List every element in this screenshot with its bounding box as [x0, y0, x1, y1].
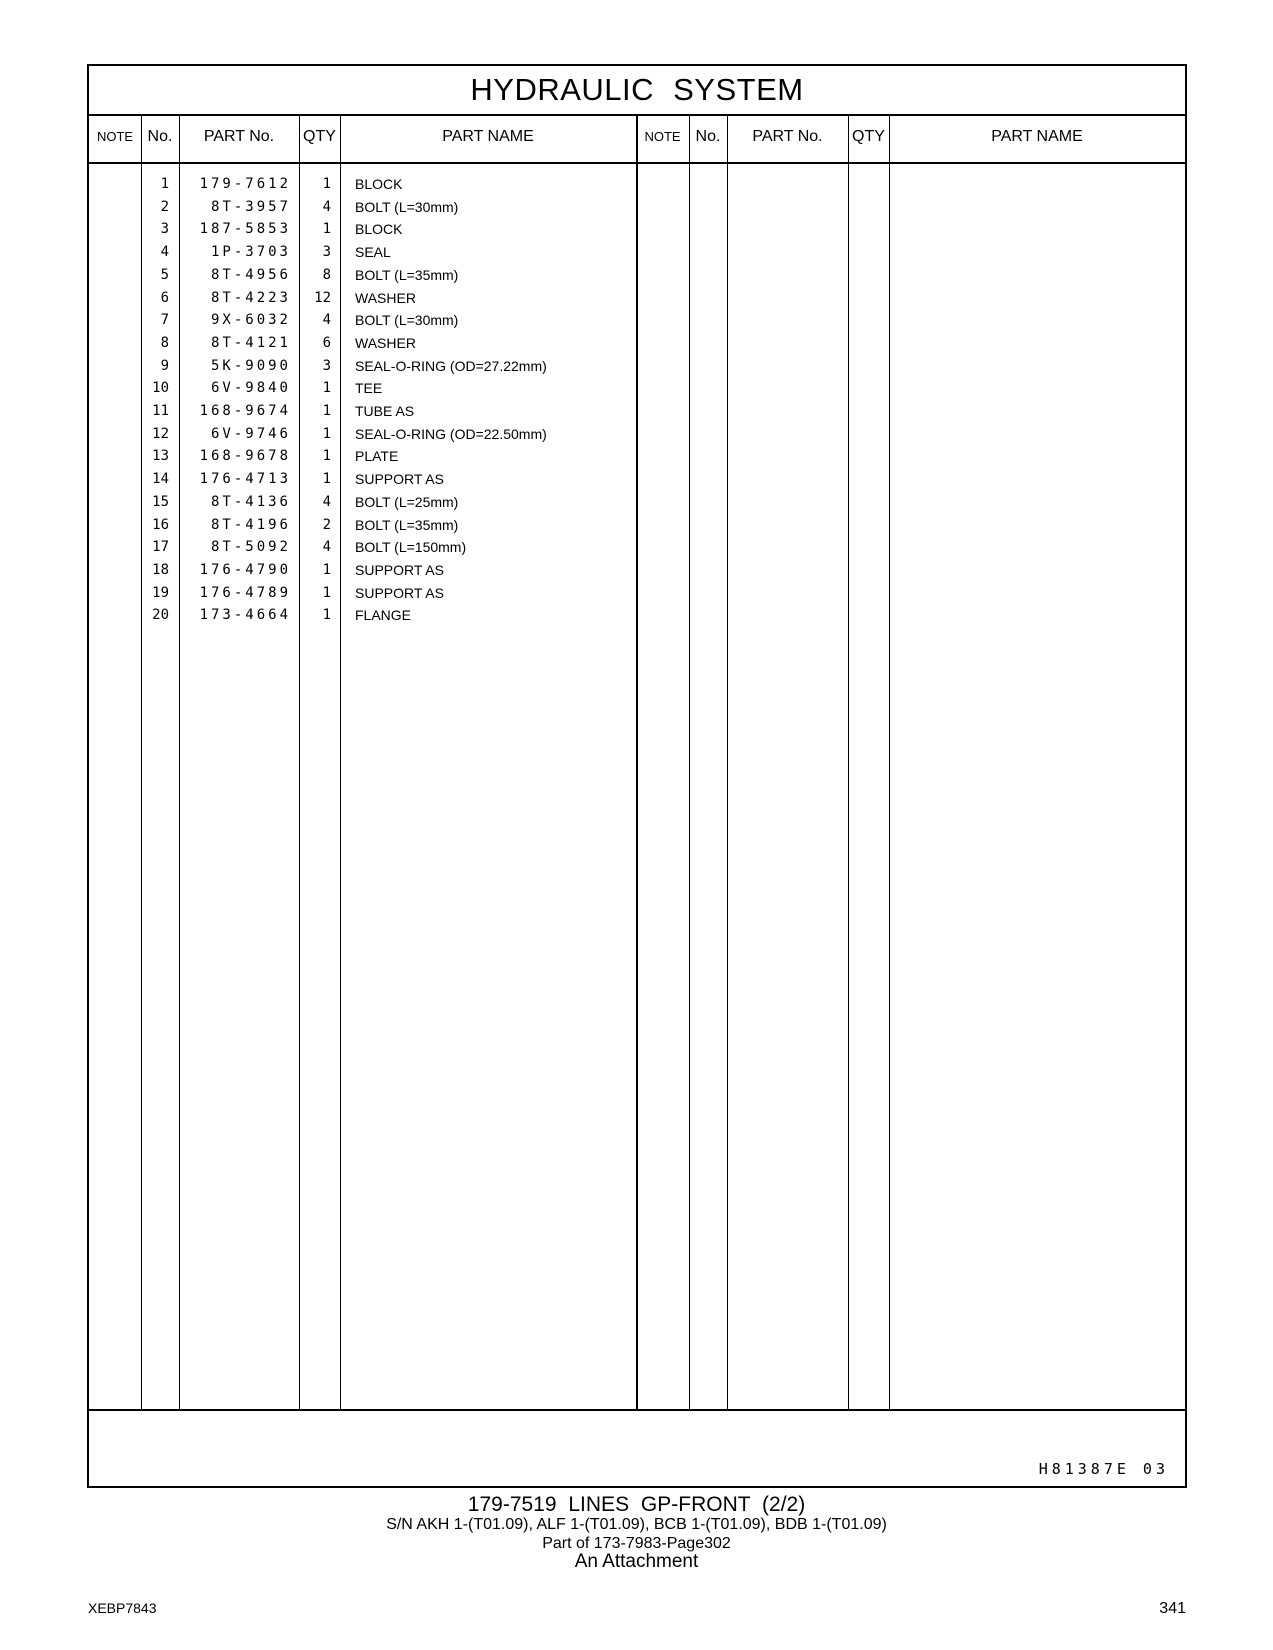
quantity: 1 [322, 448, 331, 465]
quantity: 1 [322, 607, 331, 624]
item-number: 15 [152, 493, 169, 510]
part-number: 179-7612 [199, 176, 291, 192]
item-number: 3 [160, 221, 169, 238]
item-number: 13 [152, 448, 169, 465]
part-number: 9X-6032 [210, 312, 291, 329]
table-row [89, 607, 649, 630]
table-row [89, 562, 649, 585]
item-number: 6 [160, 289, 169, 306]
table-row [89, 380, 649, 403]
part-name: BOLT (L=30mm) [355, 198, 459, 215]
part-number: 176-4789 [199, 584, 291, 601]
item-number: 11 [152, 403, 169, 419]
part-number: 5K-9090 [210, 357, 291, 374]
quantity: 8 [322, 266, 331, 283]
header-no-left: No. [147, 128, 173, 145]
table-row [89, 403, 649, 426]
part-name: TEE [355, 380, 383, 397]
part-name: BOLT (L=150mm) [355, 539, 467, 556]
part-name: SEAL-O-RING (OD=27.22mm) [355, 357, 547, 374]
table-row [89, 221, 649, 244]
table-row [89, 312, 649, 335]
part-name: PLATE [355, 448, 399, 465]
header-note-left: NOTE [96, 129, 134, 144]
quantity: 2 [322, 516, 331, 533]
part-number: 176-4790 [199, 561, 291, 578]
part-name: BOLT (L=35mm) [355, 266, 459, 283]
table-row [89, 176, 649, 199]
part-number: 8T-4223 [210, 289, 291, 306]
section-title: HYDRAULIC SYSTEM [89, 66, 1185, 116]
item-number: 5 [160, 266, 169, 283]
part-number: 8T-4121 [210, 334, 291, 351]
table-row [89, 426, 649, 449]
part-name: BLOCK [355, 176, 403, 192]
part-number: 6V-9840 [210, 380, 291, 397]
part-name: BOLT (L=25mm) [355, 493, 459, 510]
item-number: 10 [152, 380, 169, 397]
part-number: 168-9674 [199, 403, 291, 419]
item-number: 2 [160, 198, 169, 215]
table-row [89, 335, 649, 358]
table-row [89, 539, 649, 562]
part-number: 8T-4956 [210, 266, 291, 283]
part-number: 1P-3703 [210, 244, 291, 261]
drawing-code: H81387E 03 [1038, 1460, 1169, 1478]
table-row [89, 471, 649, 494]
part-of-reference: Part of 173-7983-Page302 [542, 1535, 731, 1552]
part-name: TUBE AS [355, 403, 415, 419]
part-name: WASHER [355, 289, 416, 306]
item-number: 18 [152, 561, 169, 578]
part-number: 8T-4196 [210, 516, 291, 533]
header-qty-left: QTY [303, 128, 336, 145]
part-name: SUPPORT AS [355, 584, 444, 601]
header-note-right: NOTE [644, 129, 681, 144]
attachment-note: An Attachment [574, 1551, 699, 1572]
part-name: BLOCK [355, 221, 403, 238]
column-divider [848, 114, 849, 1409]
header-part-name-left: PART NAME [442, 128, 534, 145]
part-name: SEAL-O-RING (OD=22.50mm) [355, 425, 547, 442]
column-divider [889, 114, 890, 1409]
item-number: 7 [160, 312, 169, 329]
table-row [89, 517, 649, 540]
quantity: 4 [322, 198, 331, 215]
table-row [89, 244, 649, 267]
column-divider [689, 114, 690, 1409]
header-qty-right: QTY [852, 128, 885, 145]
part-number: 176-4713 [199, 471, 291, 488]
part-name: SUPPORT AS [355, 561, 444, 578]
part-number: 168-9678 [199, 448, 291, 465]
part-name: BOLT (L=35mm) [355, 516, 459, 533]
column-divider [727, 114, 728, 1409]
quantity: 1 [322, 403, 331, 419]
part-number: 6V-9746 [210, 425, 291, 442]
quantity: 3 [322, 244, 331, 261]
quantity: 4 [322, 493, 331, 510]
quantity: 4 [322, 312, 331, 329]
item-number: 14 [152, 471, 169, 488]
header-no-right: No. [695, 128, 721, 145]
item-number: 16 [152, 516, 169, 533]
item-number: 8 [160, 334, 169, 351]
table-row [89, 358, 649, 381]
item-number: 1 [160, 176, 169, 192]
group-title: 179-7519 LINES GP-FRONT (2/2) [467, 1493, 806, 1516]
table-row [89, 290, 649, 313]
quantity: 1 [322, 221, 331, 238]
table-bottom-rule [89, 1409, 1185, 1411]
part-name: BOLT (L=30mm) [355, 312, 459, 329]
quantity: 4 [322, 539, 331, 556]
quantity: 1 [322, 176, 331, 192]
part-number: 8T-4136 [210, 493, 291, 510]
header-part-no-right: PART No. [752, 128, 823, 145]
page-number: 341 [1159, 1600, 1186, 1617]
table-row [89, 585, 649, 608]
part-number: 187-5853 [199, 221, 291, 238]
parts-table-frame [87, 64, 1187, 1488]
item-number: 20 [152, 607, 169, 624]
quantity: 3 [322, 357, 331, 374]
quantity: 12 [314, 289, 331, 306]
quantity: 1 [322, 425, 331, 442]
item-number: 4 [160, 244, 169, 261]
table-row [89, 199, 649, 222]
header-part-no-left: PART No. [203, 128, 275, 145]
part-name: SEAL [355, 244, 391, 261]
part-name: SUPPORT AS [355, 471, 444, 488]
quantity: 6 [322, 334, 331, 351]
item-number: 9 [160, 357, 169, 374]
part-name: WASHER [355, 334, 416, 351]
quantity: 1 [322, 584, 331, 601]
table-row [89, 494, 649, 517]
table-row [89, 448, 649, 471]
part-number: 8T-3957 [210, 198, 291, 215]
item-number: 12 [152, 425, 169, 442]
quantity: 1 [322, 471, 331, 488]
part-name: FLANGE [355, 607, 412, 624]
part-number: 173-4664 [199, 607, 291, 624]
part-number: 8T-5092 [210, 539, 291, 556]
quantity: 1 [322, 380, 331, 397]
serial-numbers: S/N AKH 1-(T01.09), ALF 1-(T01.09), BCB 1-(T01.09), BDB 1-(T01.09) [386, 1516, 887, 1533]
item-number: 19 [152, 584, 169, 601]
header-part-name-right: PART NAME [991, 128, 1083, 145]
item-number: 17 [152, 539, 169, 556]
quantity: 1 [322, 561, 331, 578]
table-row [89, 267, 649, 290]
publication-code: XEBP7843 [88, 1600, 157, 1616]
